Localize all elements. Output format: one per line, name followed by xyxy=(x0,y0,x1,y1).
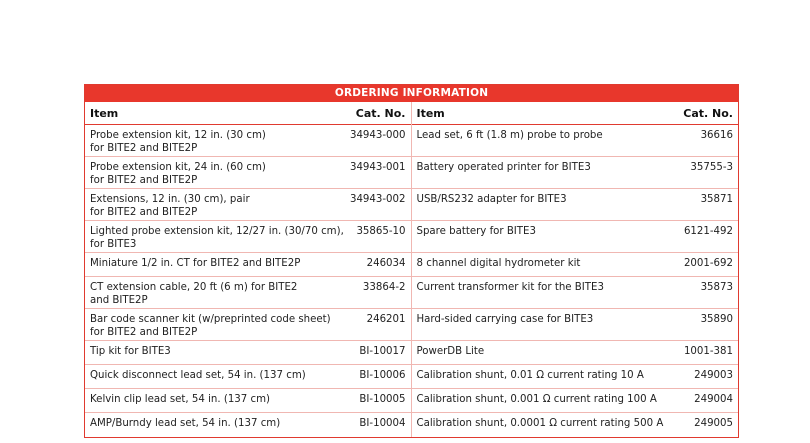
catalog-number: 1001-381 xyxy=(683,346,733,357)
table-row xyxy=(85,341,411,365)
table-row xyxy=(412,389,739,413)
item-description xyxy=(417,369,695,382)
item-description xyxy=(417,193,701,206)
item-description xyxy=(417,161,691,174)
catalog-number: 34943-002 xyxy=(349,194,406,205)
table-row xyxy=(85,125,411,157)
table-row xyxy=(85,413,411,437)
item-description xyxy=(417,129,701,142)
item-line: Tip kit for BITE3 xyxy=(90,346,171,357)
catalog-number: BI-10017 xyxy=(359,346,406,357)
table-row xyxy=(412,221,739,253)
item-description xyxy=(90,257,367,270)
item-description xyxy=(417,393,695,406)
item-description xyxy=(90,369,359,382)
table-row xyxy=(412,189,739,221)
table-grid xyxy=(85,102,738,437)
item-description xyxy=(417,281,701,294)
item-description xyxy=(90,417,359,430)
item-line: Current transformer kit for the BITE3 xyxy=(416,282,604,293)
item-line: Probe extension kit, 24 in. (60 cm) xyxy=(90,162,266,173)
item-description xyxy=(417,257,684,270)
table-title: ORDERING INFORMATION xyxy=(85,85,738,102)
item-line: Extensions, 12 in. (30 cm), pair xyxy=(90,194,250,205)
item-line: for BITE2 and BITE2P xyxy=(90,143,198,154)
item-line: for BITE3 xyxy=(90,239,137,250)
item-line: Bar code scanner kit (w/preprinted code sheet) xyxy=(90,314,331,325)
catalog-number: BI-10004 xyxy=(359,418,406,429)
catalog-number: 33864-2 xyxy=(362,282,406,293)
catalog-number: 246201 xyxy=(366,314,406,325)
item-line: USB/RS232 adapter for BITE3 xyxy=(416,194,567,205)
right-rows xyxy=(412,125,739,437)
item-line: Quick disconnect lead set, 54 in. (137 cm) xyxy=(90,370,306,381)
column-header-left xyxy=(85,102,411,125)
catalog-number: BI-10005 xyxy=(359,394,406,405)
item-description xyxy=(90,193,350,219)
table-row xyxy=(412,125,739,157)
table-row xyxy=(85,253,411,277)
column-header-right xyxy=(412,102,739,125)
item-line: AMP/Burndy lead set, 54 in. (137 cm) xyxy=(90,418,281,429)
item-line: Miniature 1/2 in. CT for BITE2 and BITE2P xyxy=(90,258,301,269)
catalog-number: 35865-10 xyxy=(356,226,406,237)
table-row xyxy=(412,157,739,189)
table-row xyxy=(85,277,411,309)
catalog-number: 36616 xyxy=(700,130,733,141)
catalog-number: 34943-000 xyxy=(349,130,406,141)
item-line: 8 channel digital hydrometer kit xyxy=(416,258,581,269)
catalog-number: 249003 xyxy=(694,370,733,381)
item-line: for BITE2 and BITE2P xyxy=(90,207,198,218)
cat-no-header: Cat. No. xyxy=(355,106,406,120)
item-line: and BITE2P xyxy=(90,295,148,306)
catalog-number: 2001-692 xyxy=(683,258,733,269)
table-row xyxy=(412,365,739,389)
item-line: for BITE2 and BITE2P xyxy=(90,327,198,338)
item-line: Hard-sided carrying case for BITE3 xyxy=(416,314,594,325)
catalog-number: 35890 xyxy=(700,314,733,325)
catalog-number: 246034 xyxy=(366,258,406,269)
table-row xyxy=(412,413,739,437)
item-line: Probe extension kit, 12 in. (30 cm) xyxy=(90,130,266,141)
item-description xyxy=(417,345,684,358)
table-row xyxy=(412,341,739,365)
item-description xyxy=(90,313,367,339)
item-header: Item xyxy=(416,106,445,120)
catalog-number: 6121-492 xyxy=(683,226,733,237)
item-line: CT extension cable, 20 ft (6 m) for BITE2 xyxy=(90,282,298,293)
item-line: Lead set, 6 ft (1.8 m) probe to probe xyxy=(416,130,603,141)
left-column xyxy=(85,102,412,437)
cat-no-header: Cat. No. xyxy=(683,106,733,120)
catalog-number: BI-10006 xyxy=(359,370,406,381)
item-description xyxy=(417,417,695,430)
item-description xyxy=(90,161,350,187)
catalog-number: 249004 xyxy=(694,394,733,405)
catalog-number: 35873 xyxy=(700,282,733,293)
item-line: Calibration shunt, 0.0001 Ω current rating 500 A xyxy=(416,418,664,429)
catalog-number: 249005 xyxy=(694,418,733,429)
table-row xyxy=(85,365,411,389)
item-line: Kelvin clip lead set, 54 in. (137 cm) xyxy=(90,394,271,405)
item-description xyxy=(90,225,356,251)
item-description xyxy=(417,313,701,326)
catalog-number: 34943-001 xyxy=(349,162,406,173)
item-line: Battery operated printer for BITE3 xyxy=(416,162,591,173)
item-description xyxy=(90,345,359,358)
item-line: Lighted probe extension kit, 12/27 in. (30/70 cm), xyxy=(90,226,344,237)
table-row xyxy=(85,221,411,253)
item-line: PowerDB Lite xyxy=(416,346,485,357)
item-header: Item xyxy=(90,106,119,120)
table-row xyxy=(85,157,411,189)
ordering-information-table xyxy=(84,84,739,438)
table-row xyxy=(412,309,739,341)
table-row xyxy=(85,309,411,341)
right-column xyxy=(412,102,739,437)
left-rows xyxy=(85,125,411,437)
item-line: Calibration shunt, 0.01 Ω current rating 10 A xyxy=(416,370,644,381)
item-line: Calibration shunt, 0.001 Ω current rating 100 A xyxy=(416,394,657,405)
item-description xyxy=(90,281,363,307)
catalog-number: 35871 xyxy=(700,194,733,205)
table-row xyxy=(85,189,411,221)
table-row xyxy=(412,253,739,277)
table-row xyxy=(412,277,739,309)
catalog-number: 35755-3 xyxy=(690,162,733,173)
item-description xyxy=(417,225,684,238)
item-description xyxy=(90,129,350,155)
table-row xyxy=(85,389,411,413)
item-line: Spare battery for BITE3 xyxy=(416,226,536,237)
item-description xyxy=(90,393,359,406)
item-line: for BITE2 and BITE2P xyxy=(90,175,198,186)
